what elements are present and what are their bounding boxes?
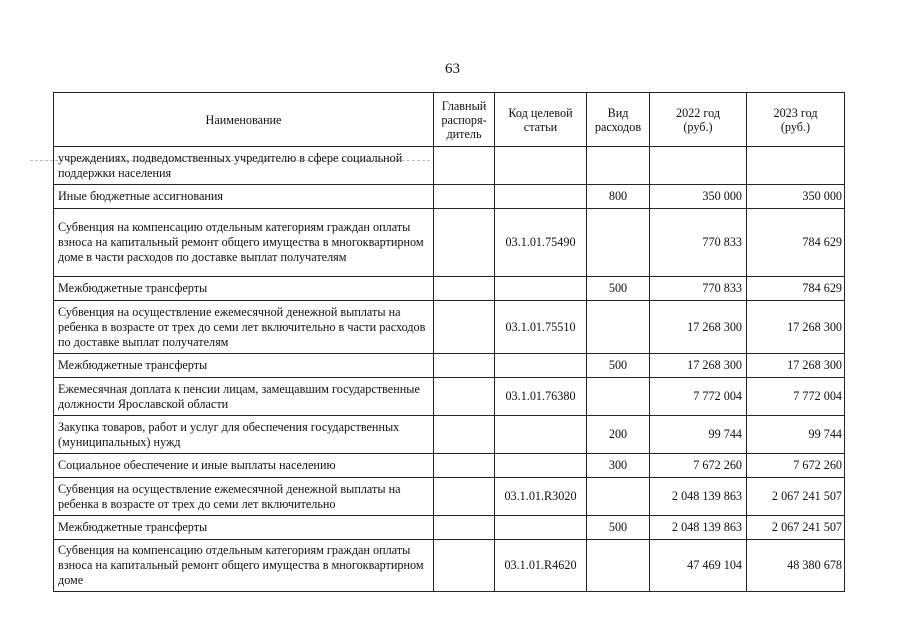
row-amount-2022: [650, 147, 747, 185]
row-amount-2022: 7 672 260: [650, 454, 747, 478]
row-name: Субвенция на осуществление ежемесячной денежной выплаты на ребенка в возрасте от трех до семи лет включительно в части расходов по доставке выплат получателям: [54, 301, 434, 354]
row-target-code: 03.1.01.75510: [495, 301, 587, 354]
row-amount-2023: 17 268 300: [747, 354, 845, 378]
table-header: [54, 93, 845, 147]
header-main-manager-line2: распоря-: [441, 112, 487, 127]
table-row: [54, 185, 845, 209]
row-amount-2022: 99 744: [650, 416, 747, 454]
table-row: [54, 540, 845, 592]
row-amount-2022: 7 772 004: [650, 378, 747, 416]
row-main-manager: [434, 516, 495, 540]
table-row: [54, 454, 845, 478]
row-name: Межбюджетные трансферты: [54, 277, 434, 301]
row-expense-type: 800: [587, 185, 650, 209]
table-row: [54, 209, 845, 277]
row-main-manager: [434, 301, 495, 354]
header-expense-type-line1: Вид: [607, 105, 629, 120]
row-name: учреждениях, подведомственных учредителю в сфере социальной поддержки населения: [54, 147, 434, 185]
row-amount-2023: 7 772 004: [747, 378, 845, 416]
row-amount-2023: [747, 147, 845, 185]
row-target-code: [495, 185, 587, 209]
row-name: Субвенция на компенсацию отдельным категориям граждан оплаты взноса на капитальный ремонт общего имущества в многоквартирном доме: [54, 540, 434, 592]
row-expense-type: [587, 301, 650, 354]
row-expense-type: 500: [587, 277, 650, 301]
header-year-2022: [650, 93, 747, 147]
header-name: Наименование: [54, 93, 434, 147]
budget-table: [53, 92, 845, 592]
header-year-2023-line2: (руб.): [780, 119, 811, 134]
table-row: [54, 416, 845, 454]
table-row: [54, 478, 845, 516]
row-expense-type: 300: [587, 454, 650, 478]
header-expense-type: [587, 93, 650, 147]
row-target-code: 03.1.01.75490: [495, 209, 587, 277]
header-target-code-line1: Код целевой: [508, 105, 573, 120]
row-target-code: 03.1.01.R3020: [495, 478, 587, 516]
row-expense-type: 500: [587, 516, 650, 540]
row-main-manager: [434, 277, 495, 301]
row-amount-2022: 17 268 300: [650, 354, 747, 378]
row-main-manager: [434, 209, 495, 277]
header-year-2023-line1: 2023 год: [773, 105, 818, 120]
row-name: Межбюджетные трансферты: [54, 516, 434, 540]
row-target-code: 03.1.01.R4620: [495, 540, 587, 592]
row-main-manager: [434, 147, 495, 185]
table-row: [54, 378, 845, 416]
header-year-2022-line2: (руб.): [683, 119, 713, 134]
row-expense-type: 200: [587, 416, 650, 454]
row-amount-2022: 17 268 300: [650, 301, 747, 354]
header-main-manager-line3: дитель: [446, 126, 482, 141]
row-main-manager: [434, 416, 495, 454]
row-amount-2023: 2 067 241 507: [747, 516, 845, 540]
page-number: 63: [445, 61, 460, 77]
row-expense-type: [587, 147, 650, 185]
row-name: Закупка товаров, работ и услуг для обеспечения государственных (муниципальных) нужд: [54, 416, 434, 454]
table-row: [54, 516, 845, 540]
table-row: [54, 301, 845, 354]
table-row: [54, 277, 845, 301]
header-expense-type-line2: расходов: [594, 119, 642, 134]
header-target-code: [495, 93, 587, 147]
table-row: [54, 354, 845, 378]
row-target-code: [495, 416, 587, 454]
row-amount-2022: 350 000: [650, 185, 747, 209]
row-name: Межбюджетные трансферты: [54, 354, 434, 378]
row-expense-type: [587, 378, 650, 416]
header-main-manager-line1: Главный: [441, 98, 487, 113]
row-name: Иные бюджетные ассигнования: [54, 185, 434, 209]
row-main-manager: [434, 454, 495, 478]
row-target-code: 03.1.01.76380: [495, 378, 587, 416]
row-expense-type: [587, 209, 650, 277]
row-name: Субвенция на компенсацию отдельным категориям граждан оплаты взноса на капитальный ремонт общего имущества в многоквартирном доме в части расходов по доставке выплат получателям: [54, 209, 434, 277]
row-name: Субвенция на осуществление ежемесячной денежной выплаты на ребенка в возрасте от трех до семи лет включительно: [54, 478, 434, 516]
row-main-manager: [434, 354, 495, 378]
row-main-manager: [434, 478, 495, 516]
row-amount-2023: 99 744: [747, 416, 845, 454]
row-amount-2022: 2 048 139 863: [650, 516, 747, 540]
header-main-manager: [434, 93, 495, 147]
row-target-code: [495, 454, 587, 478]
header-year-2023: [747, 93, 845, 147]
row-target-code: [495, 354, 587, 378]
row-amount-2023: 784 629: [747, 277, 845, 301]
row-name: Ежемесячная доплата к пенсии лицам, замещавшим государственные должности Ярославской области: [54, 378, 434, 416]
row-main-manager: [434, 378, 495, 416]
row-amount-2022: 2 048 139 863: [650, 478, 747, 516]
row-amount-2022: 770 833: [650, 209, 747, 277]
row-amount-2023: 7 672 260: [747, 454, 845, 478]
header-year-2022-line1: 2022 год: [675, 105, 721, 120]
row-amount-2023: 48 380 678: [747, 540, 845, 592]
row-target-code: [495, 516, 587, 540]
row-expense-type: [587, 478, 650, 516]
row-target-code: [495, 277, 587, 301]
row-target-code: [495, 147, 587, 185]
row-amount-2023: 17 268 300: [747, 301, 845, 354]
row-expense-type: 500: [587, 354, 650, 378]
row-amount-2023: 784 629: [747, 209, 845, 277]
row-main-manager: [434, 540, 495, 592]
header-target-code-line2: статьи: [523, 119, 558, 134]
row-amount-2023: 2 067 241 507: [747, 478, 845, 516]
row-expense-type: [587, 540, 650, 592]
row-main-manager: [434, 185, 495, 209]
table-row: [54, 147, 845, 185]
row-amount-2022: 770 833: [650, 277, 747, 301]
row-amount-2023: 350 000: [747, 185, 845, 209]
row-name: Социальное обеспечение и иные выплаты населению: [54, 454, 434, 478]
row-amount-2022: 47 469 104: [650, 540, 747, 592]
